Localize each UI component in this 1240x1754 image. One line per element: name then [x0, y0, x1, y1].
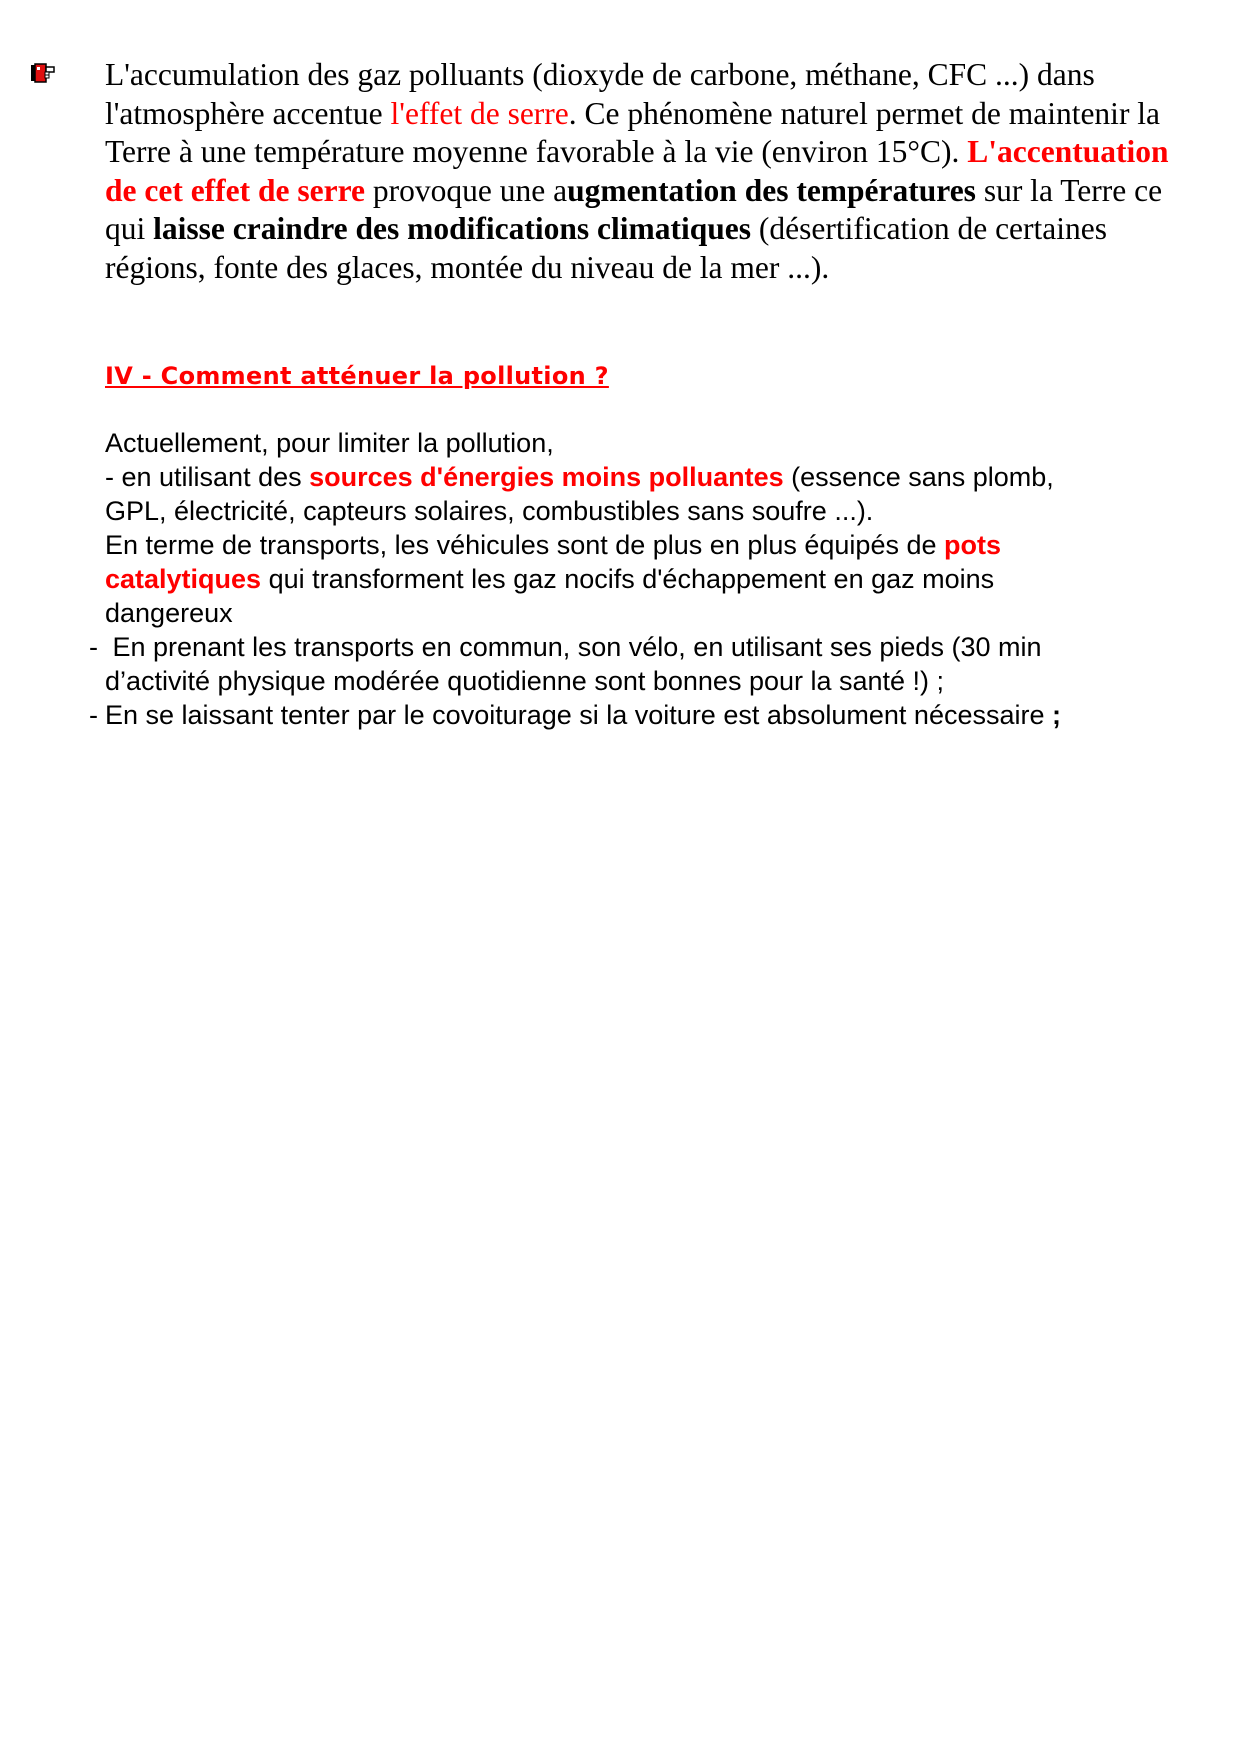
list-item-line: En prenant les transports en commun, son vélo, en utilisant ses pieds (30 min: [105, 632, 1042, 662]
pointing-hand-icon: [30, 62, 56, 84]
list-item: [89, 630, 1189, 698]
para-text-7: sur la Terre ce qui: [105, 172, 1163, 246]
list-item: [89, 698, 1189, 732]
greenhouse-effect-term: l'effet de serre: [390, 95, 569, 131]
accentuation-phrase: L'accentuation de cet effet de serre: [105, 134, 1169, 208]
para-text-3: . Ce phénomène naturel permet de maintenir la Terre à une température moyenne favorable à la vie (environ 15°C).: [105, 95, 1161, 169]
para-text-5: provoque une a: [365, 172, 568, 208]
dangereux-line: dangereux: [105, 598, 233, 628]
para-text-9: (désertification de certaines régions, fonte des glaces, montée du niveau de la mer ...).: [105, 211, 1107, 285]
pollution-mitigation-section: [105, 426, 1185, 630]
energy-examples-line: GPL, électricité, capteurs solaires, combustibles sans soufre ...).: [105, 496, 874, 526]
greenhouse-paragraph: [105, 56, 1185, 287]
list-item-line: En se laissant tenter par le covoiturage si la voiture est absolument nécessaire ;: [105, 700, 1062, 730]
catalytiques-term: catalytiques: [105, 564, 262, 594]
transport-line: En terme de transports, les véhicules sont de plus en plus équipés de pots: [105, 530, 1001, 560]
list-item-line: d’activité physique modérée quotidienne sont bonnes pour la santé !) ;: [105, 666, 945, 696]
catalytic-line: catalytiques qui transforment les gaz nocifs d'échappement en gaz moins: [105, 564, 995, 594]
para-text-1: L'accumulation des gaz polluants (dioxyde de carbone, méthane, CFC ...) dans l'atmosphère accentue: [105, 57, 1095, 131]
pots-term: pots: [944, 530, 1001, 560]
section-heading: IV - Comment atténuer la pollution ?: [105, 362, 609, 390]
list-dash: -: [89, 632, 98, 662]
energy-sources-line: - en utilisant des sources d'énergies moins polluantes (essence sans plomb,: [105, 462, 1054, 492]
temperature-increase-phrase: ugmentation des températures: [567, 172, 976, 208]
intro-line: Actuellement, pour limiter la pollution,: [105, 428, 554, 458]
energy-sources-term: sources d'énergies moins polluantes: [309, 462, 784, 492]
climate-change-phrase: laisse craindre des modifications climatiques: [153, 211, 752, 246]
list-dash: -: [89, 700, 98, 730]
